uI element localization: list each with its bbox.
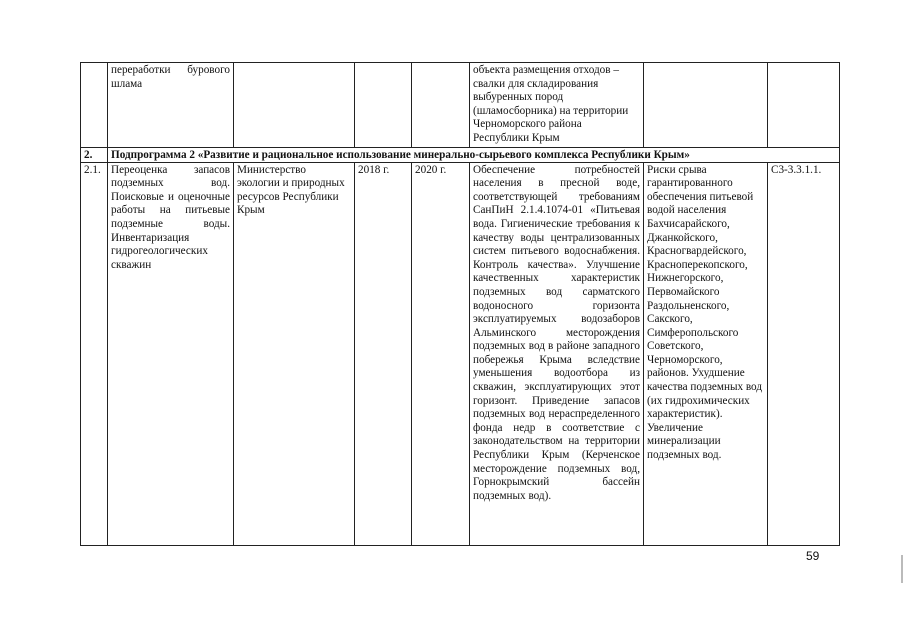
start-year [355, 63, 412, 148]
row-number [81, 63, 108, 148]
scan-edge-mark [901, 555, 903, 583]
expected-result: объекта размещения отходов – свалки для складирования выбуренных пород (шламосборника) на территории Черноморского района Республики Крым [470, 63, 644, 148]
indicator-link: С3-3.3.1.1. [768, 162, 840, 545]
subprogram-title: Подпрограмма 2 «Развитие и рациональное использование минерально-сырьевого комплекса Республики Крым» [108, 147, 840, 162]
activity-name: Переоценка запасов подземных вод. Поисковые и оценочные работы на питьевые подземные воды. Инвентаризация гидрогеологических скважин [108, 162, 234, 545]
end-year: 2020 г. [412, 162, 470, 545]
row-number: 2.1. [81, 162, 108, 545]
start-year: 2018 г. [355, 162, 412, 545]
table-row [81, 162, 840, 545]
row-number: 2. [81, 147, 108, 162]
page-number: 59 [806, 549, 820, 563]
program-table [80, 62, 840, 546]
indicator-link [768, 63, 840, 148]
subprogram-header-row [81, 147, 840, 162]
table-row [81, 63, 840, 148]
executor [234, 63, 355, 148]
end-year [412, 63, 470, 148]
risks: Риски срыва гарантированного обеспечения питьевой водой населения Бахчисарайского, Джанкойского, Красногвардейского, Красноперекопского, Нижнегорского, Первомайского Раздольненского, Сакского, Симферопольского Советского, Черноморского, районов. Ухудшение качества подземных вод (их гидрохимических характеристик). Увеличение минерализации подземных вод. [644, 162, 768, 545]
executor: Министерство экологии и природных ресурсов Республики Крым [234, 162, 355, 545]
risks [644, 63, 768, 148]
activity-name: переработки бурового шлама [108, 63, 234, 148]
expected-result: Обеспечение потребностей населения в пресной воде, соответствующей требованиям СанПиН 2.1.4.1074-01 «Питьевая вода. Гигиенические требования к качеству воды централизованных систем питьевого водоснабжения. Контроль качества». Улучшение качественных характеристик подземных вод сарматского водоносного горизонта эксплуатируемых водозаборов Альминского месторождения подземных вод в районе западного побережья Крыма вследствие уменьшения водоотбора из скважин, эксплуатирующих этот горизонт. Приведение запасов подземных вод нераспределенного фонда недр в соответствие с законодательством на территории Республики Крым (Керченское месторождение подземных вод, Горнокрымский бассейн подземных вод). [470, 162, 644, 545]
